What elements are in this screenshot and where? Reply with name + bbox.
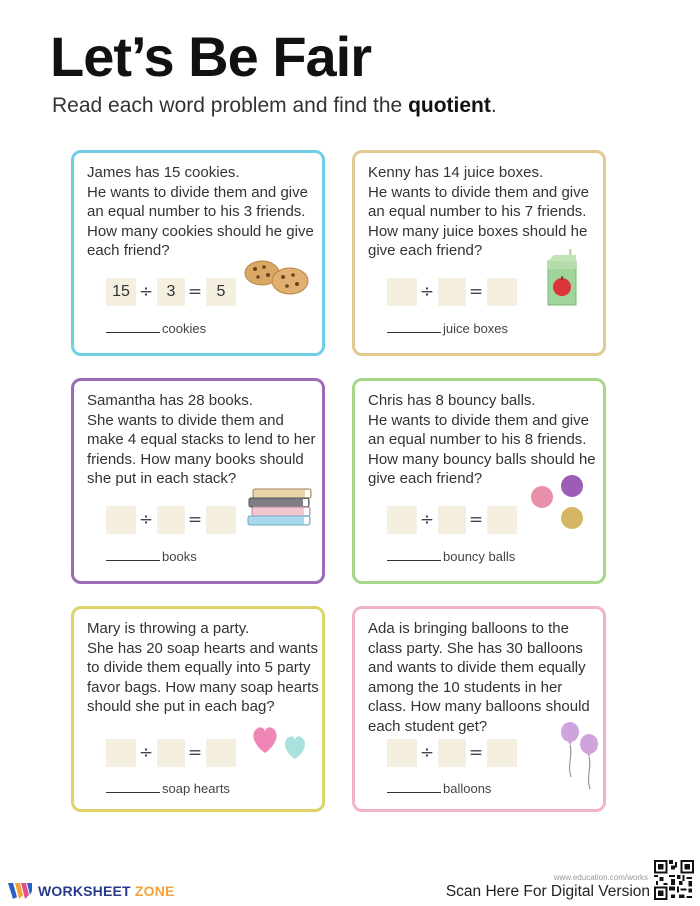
answer-blank[interactable] xyxy=(106,792,160,793)
answer-blank[interactable] xyxy=(387,332,441,333)
books-icon xyxy=(247,487,317,529)
divisor-box[interactable]: 3 xyxy=(157,278,185,306)
answer-unit: cookies xyxy=(162,321,207,336)
problem-card-soap-hearts xyxy=(71,606,325,812)
answer-unit: soap hearts xyxy=(162,781,230,796)
answer-blank[interactable] xyxy=(106,332,160,333)
answer-unit: balloons xyxy=(443,781,492,796)
problem-text: Mary is throwing a party. She has 20 soap hearts and wants to divide them equally into 5 party favor bags. How many soap hearts should she put in each bag? xyxy=(87,620,319,715)
quotient-box[interactable] xyxy=(487,278,517,306)
hearts-icon xyxy=(249,723,313,763)
answer-line xyxy=(387,549,515,564)
division-equation xyxy=(106,739,246,767)
division-equation xyxy=(387,506,527,534)
answer-blank[interactable] xyxy=(387,560,441,561)
answer-unit: books xyxy=(162,549,197,564)
divisor-box[interactable] xyxy=(157,739,185,767)
logo-w-icon xyxy=(8,881,34,901)
problem-text: Ada is bringing balloons to the class party. She has 30 balloons and wants to divide them equally among the 10 students in her class. How many balloons should each student get? xyxy=(368,620,590,735)
answer-blank[interactable] xyxy=(387,792,441,793)
website-url: www.education.com/works xyxy=(553,873,648,882)
divide-sign: ÷ xyxy=(419,743,435,763)
answer-blank[interactable] xyxy=(106,560,160,561)
bouncy-balls-icon xyxy=(529,473,587,535)
qr-code-icon[interactable] xyxy=(654,860,694,900)
equals-sign: = xyxy=(187,510,203,530)
quotient-box[interactable] xyxy=(206,506,236,534)
instructions-period: . xyxy=(490,94,497,117)
answer-line xyxy=(106,549,197,564)
logo-text-main: WORKSHEET xyxy=(38,883,131,899)
divide-sign: ÷ xyxy=(138,510,154,530)
instructions-keyword: quotient xyxy=(408,94,491,117)
problem-card-juice-boxes xyxy=(352,150,606,356)
divisor-box[interactable] xyxy=(438,278,466,306)
division-equation xyxy=(106,506,246,534)
answer-line xyxy=(387,321,508,336)
scan-label: Scan Here For Digital Version xyxy=(445,883,650,900)
equals-sign: = xyxy=(468,743,484,763)
divide-sign: ÷ xyxy=(138,743,154,763)
page-title: Let’s Be Fair xyxy=(50,25,372,88)
cookies-icon xyxy=(242,257,314,299)
answer-line xyxy=(106,781,230,796)
divide-sign: ÷ xyxy=(419,510,435,530)
instructions xyxy=(52,94,497,118)
quotient-box[interactable] xyxy=(487,739,517,767)
instructions-text: Read each word problem and find the xyxy=(52,94,409,117)
dividend-box[interactable]: 15 xyxy=(106,278,136,306)
equals-sign: = xyxy=(187,282,203,302)
answer-line xyxy=(387,781,491,796)
problem-card-cookies xyxy=(71,150,325,356)
divisor-box[interactable] xyxy=(157,506,185,534)
dividend-box[interactable] xyxy=(106,739,136,767)
problem-text: Chris has 8 bouncy balls. He wants to divide them and give an equal number to his 8 friends. How many bouncy balls should he give each friend? xyxy=(368,392,596,487)
problem-card-bouncy-balls xyxy=(352,378,606,584)
problem-text: James has 15 cookies. He wants to divide them and give an equal number to his 3 friends. How many cookies should he give each friend? xyxy=(87,164,314,259)
logo-text xyxy=(38,883,175,899)
quotient-box[interactable]: 5 xyxy=(206,278,236,306)
problem-card-books xyxy=(71,378,325,584)
problem-text: Samantha has 28 books. She wants to divide them and make 4 equal stacks to lend to her friends. How many books should she put in each stack? xyxy=(87,392,316,487)
dividend-box[interactable] xyxy=(387,739,417,767)
logo-text-accent: ZONE xyxy=(134,883,175,899)
division-equation xyxy=(387,278,527,306)
balloons-icon xyxy=(559,721,599,791)
divide-sign: ÷ xyxy=(419,282,435,302)
answer-line xyxy=(106,321,206,336)
divisor-box[interactable] xyxy=(438,739,466,767)
equals-sign: = xyxy=(187,743,203,763)
problem-text: Kenny has 14 juice boxes. He wants to divide them and give an equal number to his 7 friends. How many juice boxes should he give each friend? xyxy=(368,164,589,259)
dividend-box[interactable] xyxy=(387,278,417,306)
equals-sign: = xyxy=(468,510,484,530)
answer-unit: bouncy balls xyxy=(443,549,516,564)
juice-box-icon xyxy=(545,249,581,307)
quotient-box[interactable] xyxy=(206,739,236,767)
divide-sign: ÷ xyxy=(138,282,154,302)
dividend-box[interactable] xyxy=(106,506,136,534)
worksheet-zone-logo[interactable] xyxy=(8,880,175,902)
equals-sign: = xyxy=(468,282,484,302)
dividend-box[interactable] xyxy=(387,506,417,534)
division-equation xyxy=(387,739,527,767)
division-equation xyxy=(106,278,246,306)
problem-card-balloons xyxy=(352,606,606,812)
quotient-box[interactable] xyxy=(487,506,517,534)
divisor-box[interactable] xyxy=(438,506,466,534)
answer-unit: juice boxes xyxy=(443,321,509,336)
